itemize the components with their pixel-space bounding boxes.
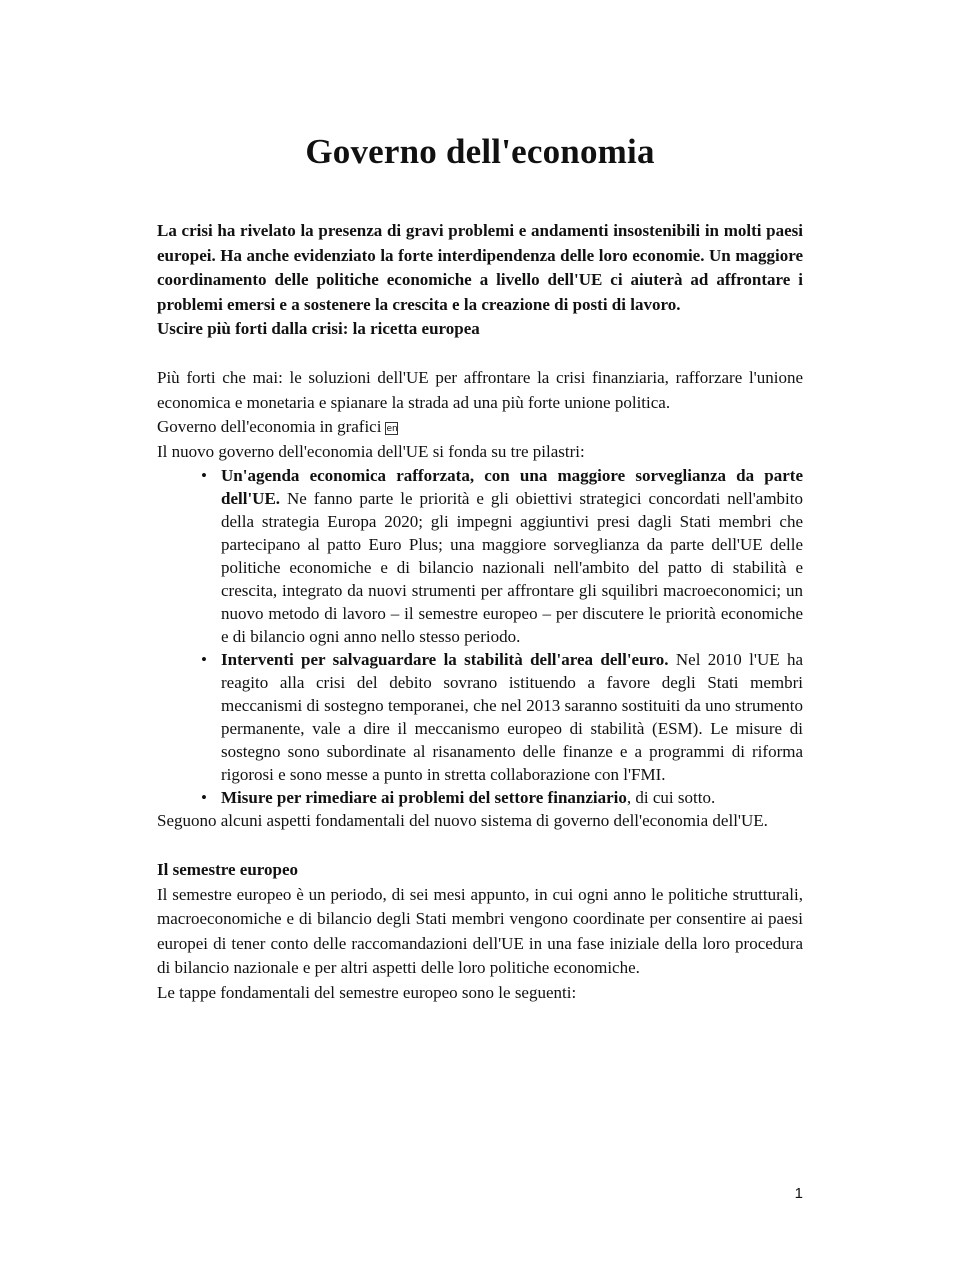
pillar-text: Nel 2010 l'UE ha reagito alla crisi del debito sovrano istituendo a favore degli Stati membri meccanismi di sostegno temporanei, che nel 2013 saranno sostituiti da uno strumento permanente, vale a dire il meccanismo europeo di stabilità (ESM). Le misure di sostegno sono subordinate al risanamento delle finanze e a programmi di riforma rigorosi e sono messe a punto in stretta collaborazione con l'FMI.	[221, 650, 803, 784]
bullet-icon: •	[201, 788, 207, 807]
graphics-link[interactable]: Governo dell'economia in grafici	[157, 417, 382, 436]
graphics-link-line[interactable]	[157, 415, 803, 440]
pillar-bold: Interventi per salvaguardare la stabilità dell'area dell'euro.	[221, 650, 669, 669]
language-en-icon[interactable]: en	[386, 424, 398, 434]
document-page	[157, 128, 803, 1005]
semester-heading: Il semestre europeo	[157, 860, 299, 879]
stages-intro: Le tappe fondamentali del semestre europeo sono le seguenti:	[157, 982, 577, 1002]
pillars-intro: Il nuovo governo dell'economia dell'UE si fonda su tre pilastri:	[157, 441, 585, 461]
list-item	[201, 464, 803, 648]
pillars-list	[157, 464, 803, 809]
stronger-paragraph: Più forti che mai: le soluzioni dell'UE per affrontare la crisi finanziaria, rafforzare l'unione economica e monetaria e spianare la strada ad una più forte unione politica.	[157, 368, 803, 412]
semester-paragraph: Il semestre europeo è un periodo, di sei mesi appunto, in cui ogni anno le politiche strutturali, macroeconomiche e di bilancio degli Stati membri vengono coordinate per consentire ai paesi europei di tener conto delle raccomandazioni dell'UE in una fase iniziale della loro procedura di bilancio nazionale e per altri aspetti delle loro politiche economiche.	[157, 884, 803, 977]
list-item	[201, 648, 803, 786]
page-title: Governo dell'economia	[305, 132, 655, 171]
pillar-bold: Un'agenda economica rafforzata, con una maggiore sorveglianza da parte dell'UE.	[221, 466, 803, 508]
pillar-text: Ne fanno parte le priorità e gli obiettivi strategici concordati nell'ambito della strategia Europa 2020; gli impegni aggiuntivi presi dagli Stati membri che partecipano al patto Euro Plus; una maggiore sorveglianza da parte dell'UE delle politiche economiche e di bilancio nazionali nell'ambito del patto di stabilità e crescita, integrato da nuovi strumenti per affrontare gli squilibri macroeconomici; un nuovo metodo di lavoro – il semestre europeo – per discutere le priorità economiche e di bilancio ogni anno nello stesso periodo.	[221, 489, 803, 646]
page-number: 1	[794, 1185, 803, 1202]
spacer	[157, 342, 803, 367]
list-item	[201, 786, 803, 809]
bullet-icon: •	[201, 466, 207, 485]
subheading: Uscire più forti dalla crisi: la ricetta europea	[157, 319, 480, 338]
intro-paragraph: La crisi ha rivelato la presenza di gravi problemi e andamenti insostenibili in molti paesi europei. Ha anche evidenziato la forte interdipendenza delle loro economie. Un maggiore coordinamento delle politiche economiche a livello dell'UE ci aiuterà ad affrontare i problemi emersi e a sostenere la crescita e la creazione di posti di lavoro.	[157, 221, 803, 314]
spacer	[157, 834, 803, 859]
bullet-icon: •	[201, 650, 207, 669]
pillar-bold: Misure per rimediare ai problemi del settore finanziario	[221, 788, 627, 807]
pillar-text: , di cui sotto.	[626, 788, 716, 807]
follow-up-paragraph: Seguono alcuni aspetti fondamentali del nuovo sistema di governo dell'economia dell'UE.	[157, 811, 768, 830]
